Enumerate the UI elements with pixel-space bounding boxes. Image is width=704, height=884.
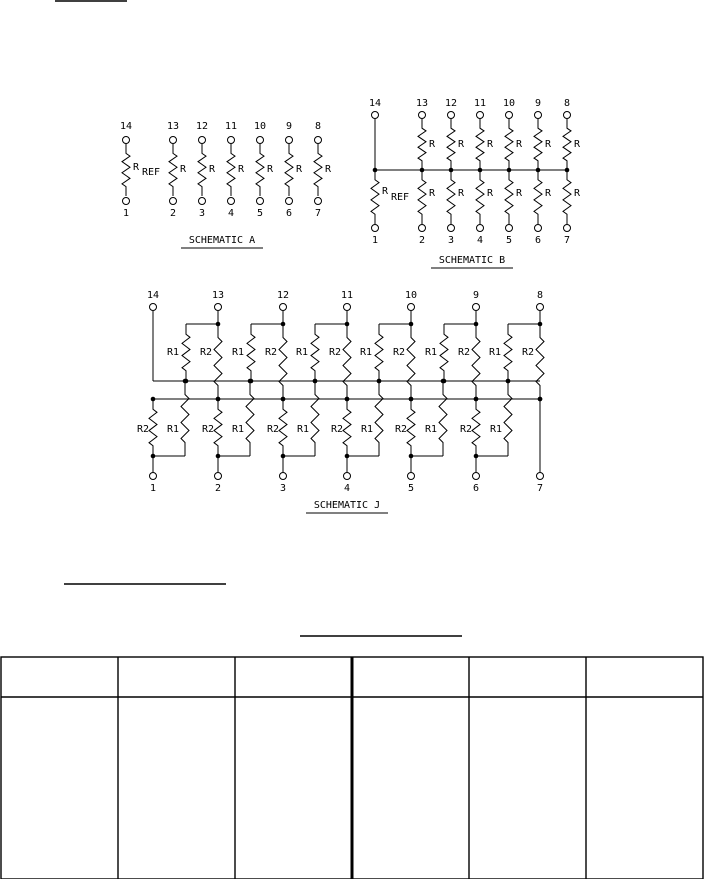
resistor-r2 — [214, 324, 222, 399]
resistor-r — [314, 144, 322, 196]
resistor-label: R1 — [489, 424, 502, 435]
pin-number-label: 14 — [368, 98, 382, 109]
resistor-label: R1 — [231, 347, 244, 358]
resistor-label: R — [296, 164, 303, 175]
top-pin-terminal — [535, 112, 542, 119]
resistor-r1 — [247, 324, 255, 381]
schematic-j-title: SCHEMATIC J — [313, 500, 381, 511]
bottom-pin-terminal — [199, 198, 206, 205]
schematic-b-title: SCHEMATIC B — [438, 255, 506, 266]
resistor-r — [256, 144, 264, 196]
resistor-r — [447, 119, 455, 170]
resistor-r2 — [343, 324, 351, 399]
resistor-label: R — [180, 164, 187, 175]
pin-number-label: 10 — [253, 121, 267, 132]
resistor-label: R — [458, 139, 465, 150]
resistor-r2 — [279, 399, 287, 456]
pin-number-label: 13 — [415, 98, 429, 109]
pin-number-label: 2 — [418, 235, 426, 246]
pin-number-label: 11 — [473, 98, 487, 109]
pin-number-label: 5 — [505, 235, 513, 246]
resistor-r — [534, 119, 542, 170]
bottom-pin-terminal — [315, 198, 322, 205]
pin-number-label: 6 — [472, 483, 480, 494]
resistor-r — [563, 119, 571, 170]
top-pin-terminal — [286, 137, 293, 144]
resistor-label: R1 — [296, 424, 309, 435]
bottom-pin-terminal — [228, 198, 235, 205]
bottom-pin-terminal — [372, 225, 379, 232]
resistor-label: R — [516, 139, 523, 150]
pin-number-label: 12 — [195, 121, 209, 132]
pin-number-label: 3 — [279, 483, 287, 494]
pin-number-label: 8 — [536, 290, 544, 301]
resistor-r — [418, 170, 426, 224]
pin-number-label: 6 — [534, 235, 542, 246]
pin-number-label: 3 — [447, 235, 455, 246]
resistor-label: R2 — [264, 347, 277, 358]
bottom-pin-terminal — [170, 198, 177, 205]
resistor-r — [505, 119, 513, 170]
resistor-label: R1 — [360, 424, 373, 435]
resistor-r — [476, 119, 484, 170]
resistor-r2 — [407, 324, 415, 399]
pin-number-label: 13 — [211, 290, 225, 301]
pin-number-label: 12 — [444, 98, 458, 109]
resistor-r2 — [214, 399, 222, 456]
pin-number-label: 7 — [536, 483, 544, 494]
schematic-a-title: SCHEMATIC A — [188, 235, 256, 246]
top-pin-terminal — [408, 304, 415, 311]
resistor-label: R1 — [166, 347, 179, 358]
resistor-label: R1 — [231, 424, 244, 435]
top-pin-terminal — [564, 112, 571, 119]
resistor-r1 — [311, 381, 319, 456]
resistor-label: R — [487, 188, 494, 199]
resistor-r — [534, 170, 542, 224]
bottom-pin-terminal — [564, 225, 571, 232]
resistor-r — [285, 144, 293, 196]
pin-number-label: 13 — [166, 121, 180, 132]
pin-number-label: 14 — [119, 121, 133, 132]
top-pin-terminal — [372, 112, 379, 119]
bottom-pin-terminal — [286, 198, 293, 205]
resistor-r2 — [472, 324, 480, 399]
resistor-label: R — [209, 164, 216, 175]
bottom-pin-terminal — [150, 473, 157, 480]
bottom-pin-terminal — [408, 473, 415, 480]
top-pin-terminal — [170, 137, 177, 144]
top-pin-terminal — [473, 304, 480, 311]
resistor-label: R — [574, 139, 581, 150]
resistor-label: R2 — [199, 347, 212, 358]
bottom-pin-terminal — [477, 225, 484, 232]
pin-number-label: 9 — [472, 290, 480, 301]
resistor-r — [169, 144, 177, 196]
pin-number-label: 11 — [224, 121, 238, 132]
pin-number-label: 2 — [169, 208, 177, 219]
resistor-label: R — [267, 164, 274, 175]
resistor-label: R — [429, 139, 436, 150]
data-table — [1, 657, 703, 879]
resistor-label: R2 — [266, 424, 279, 435]
resistor-label: R1 — [295, 347, 308, 358]
pin-number-label: 9 — [534, 98, 542, 109]
resistor-label: R — [382, 186, 389, 197]
resistor-sub-label: REF — [142, 167, 161, 178]
resistor-label: R — [238, 164, 245, 175]
resistor-r1 — [504, 324, 512, 381]
resistor-label: R2 — [136, 424, 149, 435]
bottom-pin-terminal — [257, 198, 264, 205]
pin-number-label: 12 — [276, 290, 290, 301]
pin-number-label: 3 — [198, 208, 206, 219]
resistor-label: R — [429, 188, 436, 199]
resistor-label: R — [574, 188, 581, 199]
resistor-r1 — [375, 381, 383, 456]
resistor-r — [476, 170, 484, 224]
resistor-label: R — [516, 188, 523, 199]
resistor-label: R2 — [521, 347, 534, 358]
pin-number-label: 1 — [371, 235, 379, 246]
pin-number-label: 9 — [285, 121, 293, 132]
pin-number-label: 1 — [122, 208, 130, 219]
resistor-r1 — [311, 324, 319, 381]
top-pin-terminal — [448, 112, 455, 119]
resistor-r1 — [181, 381, 189, 456]
resistor-label: R — [458, 188, 465, 199]
resistor-sub-label: REF — [391, 192, 410, 203]
resistor-label: R2 — [328, 347, 341, 358]
resistor-label: R1 — [424, 424, 437, 435]
pin-number-label: 7 — [314, 208, 322, 219]
resistor-label: R1 — [166, 424, 179, 435]
reference-resistor — [122, 144, 130, 196]
bottom-pin-terminal — [506, 225, 513, 232]
top-pin-terminal — [228, 137, 235, 144]
schematic-a — [120, 121, 332, 248]
resistor-r — [227, 144, 235, 196]
resistor-r1 — [375, 324, 383, 381]
resistor-r2 — [472, 399, 480, 456]
resistor-label: R2 — [459, 424, 472, 435]
pin-number-label: 6 — [285, 208, 293, 219]
resistor-r2 — [536, 324, 544, 399]
resistor-label: R1 — [359, 347, 372, 358]
resistor-r2 — [149, 399, 157, 456]
bottom-pin-terminal — [473, 473, 480, 480]
pin-number-label: 5 — [256, 208, 264, 219]
resistor-label: R2 — [201, 424, 214, 435]
top-pin-terminal — [477, 112, 484, 119]
schematic-b — [369, 98, 581, 268]
bottom-pin-terminal — [215, 473, 222, 480]
resistor-label: R1 — [488, 347, 501, 358]
bottom-pin-terminal — [537, 473, 544, 480]
pin-number-label: 5 — [407, 483, 415, 494]
top-pin-terminal — [199, 137, 206, 144]
top-pin-terminal — [419, 112, 426, 119]
resistor-label: R2 — [394, 424, 407, 435]
resistor-r1 — [182, 324, 190, 381]
pin-number-label: 1 — [149, 483, 157, 494]
bottom-pin-terminal — [344, 473, 351, 480]
resistor-label: R — [133, 162, 140, 173]
top-pin-terminal — [150, 304, 157, 311]
resistor-label: R — [325, 164, 332, 175]
resistor-r1 — [439, 381, 447, 456]
resistor-r1 — [504, 381, 512, 456]
resistor-label: R1 — [424, 347, 437, 358]
pin-number-label: 8 — [563, 98, 571, 109]
pin-number-label: 11 — [340, 290, 354, 301]
resistor-r2 — [343, 399, 351, 456]
resistor-r — [447, 170, 455, 224]
top-pin-terminal — [257, 137, 264, 144]
bottom-pin-terminal — [448, 225, 455, 232]
pin-number-label: 4 — [227, 208, 235, 219]
top-pin-terminal — [344, 304, 351, 311]
resistor-label: R2 — [330, 424, 343, 435]
schematic-j — [137, 290, 544, 513]
pin-number-label: 7 — [563, 235, 571, 246]
pin-number-label: 4 — [476, 235, 484, 246]
resistor-r2 — [407, 399, 415, 456]
resistor-r — [198, 144, 206, 196]
resistor-label: R2 — [457, 347, 470, 358]
top-pin-terminal — [315, 137, 322, 144]
resistor-label: R — [545, 188, 552, 199]
reference-resistor — [371, 170, 379, 224]
bottom-pin-terminal — [123, 198, 130, 205]
resistor-label: R — [487, 139, 494, 150]
resistor-r — [563, 170, 571, 224]
top-pin-terminal — [537, 304, 544, 311]
top-pin-terminal — [280, 304, 287, 311]
junction-dot — [538, 397, 543, 402]
resistor-label: R — [545, 139, 552, 150]
resistor-r — [505, 170, 513, 224]
resistor-r2 — [279, 324, 287, 399]
top-pin-terminal — [506, 112, 513, 119]
bottom-pin-terminal — [535, 225, 542, 232]
top-pin-terminal — [123, 137, 130, 144]
pin-number-label: 14 — [146, 290, 160, 301]
resistor-r — [418, 119, 426, 170]
pin-number-label: 10 — [502, 98, 516, 109]
pin-number-label: 2 — [214, 483, 222, 494]
top-pin-terminal — [215, 304, 222, 311]
resistor-label: R2 — [392, 347, 405, 358]
pin-number-label: 4 — [343, 483, 351, 494]
bottom-pin-terminal — [419, 225, 426, 232]
pin-number-label: 10 — [404, 290, 418, 301]
bottom-pin-terminal — [280, 473, 287, 480]
pin-number-label: 8 — [314, 121, 322, 132]
resistor-r1 — [246, 381, 254, 456]
resistor-r1 — [440, 324, 448, 381]
